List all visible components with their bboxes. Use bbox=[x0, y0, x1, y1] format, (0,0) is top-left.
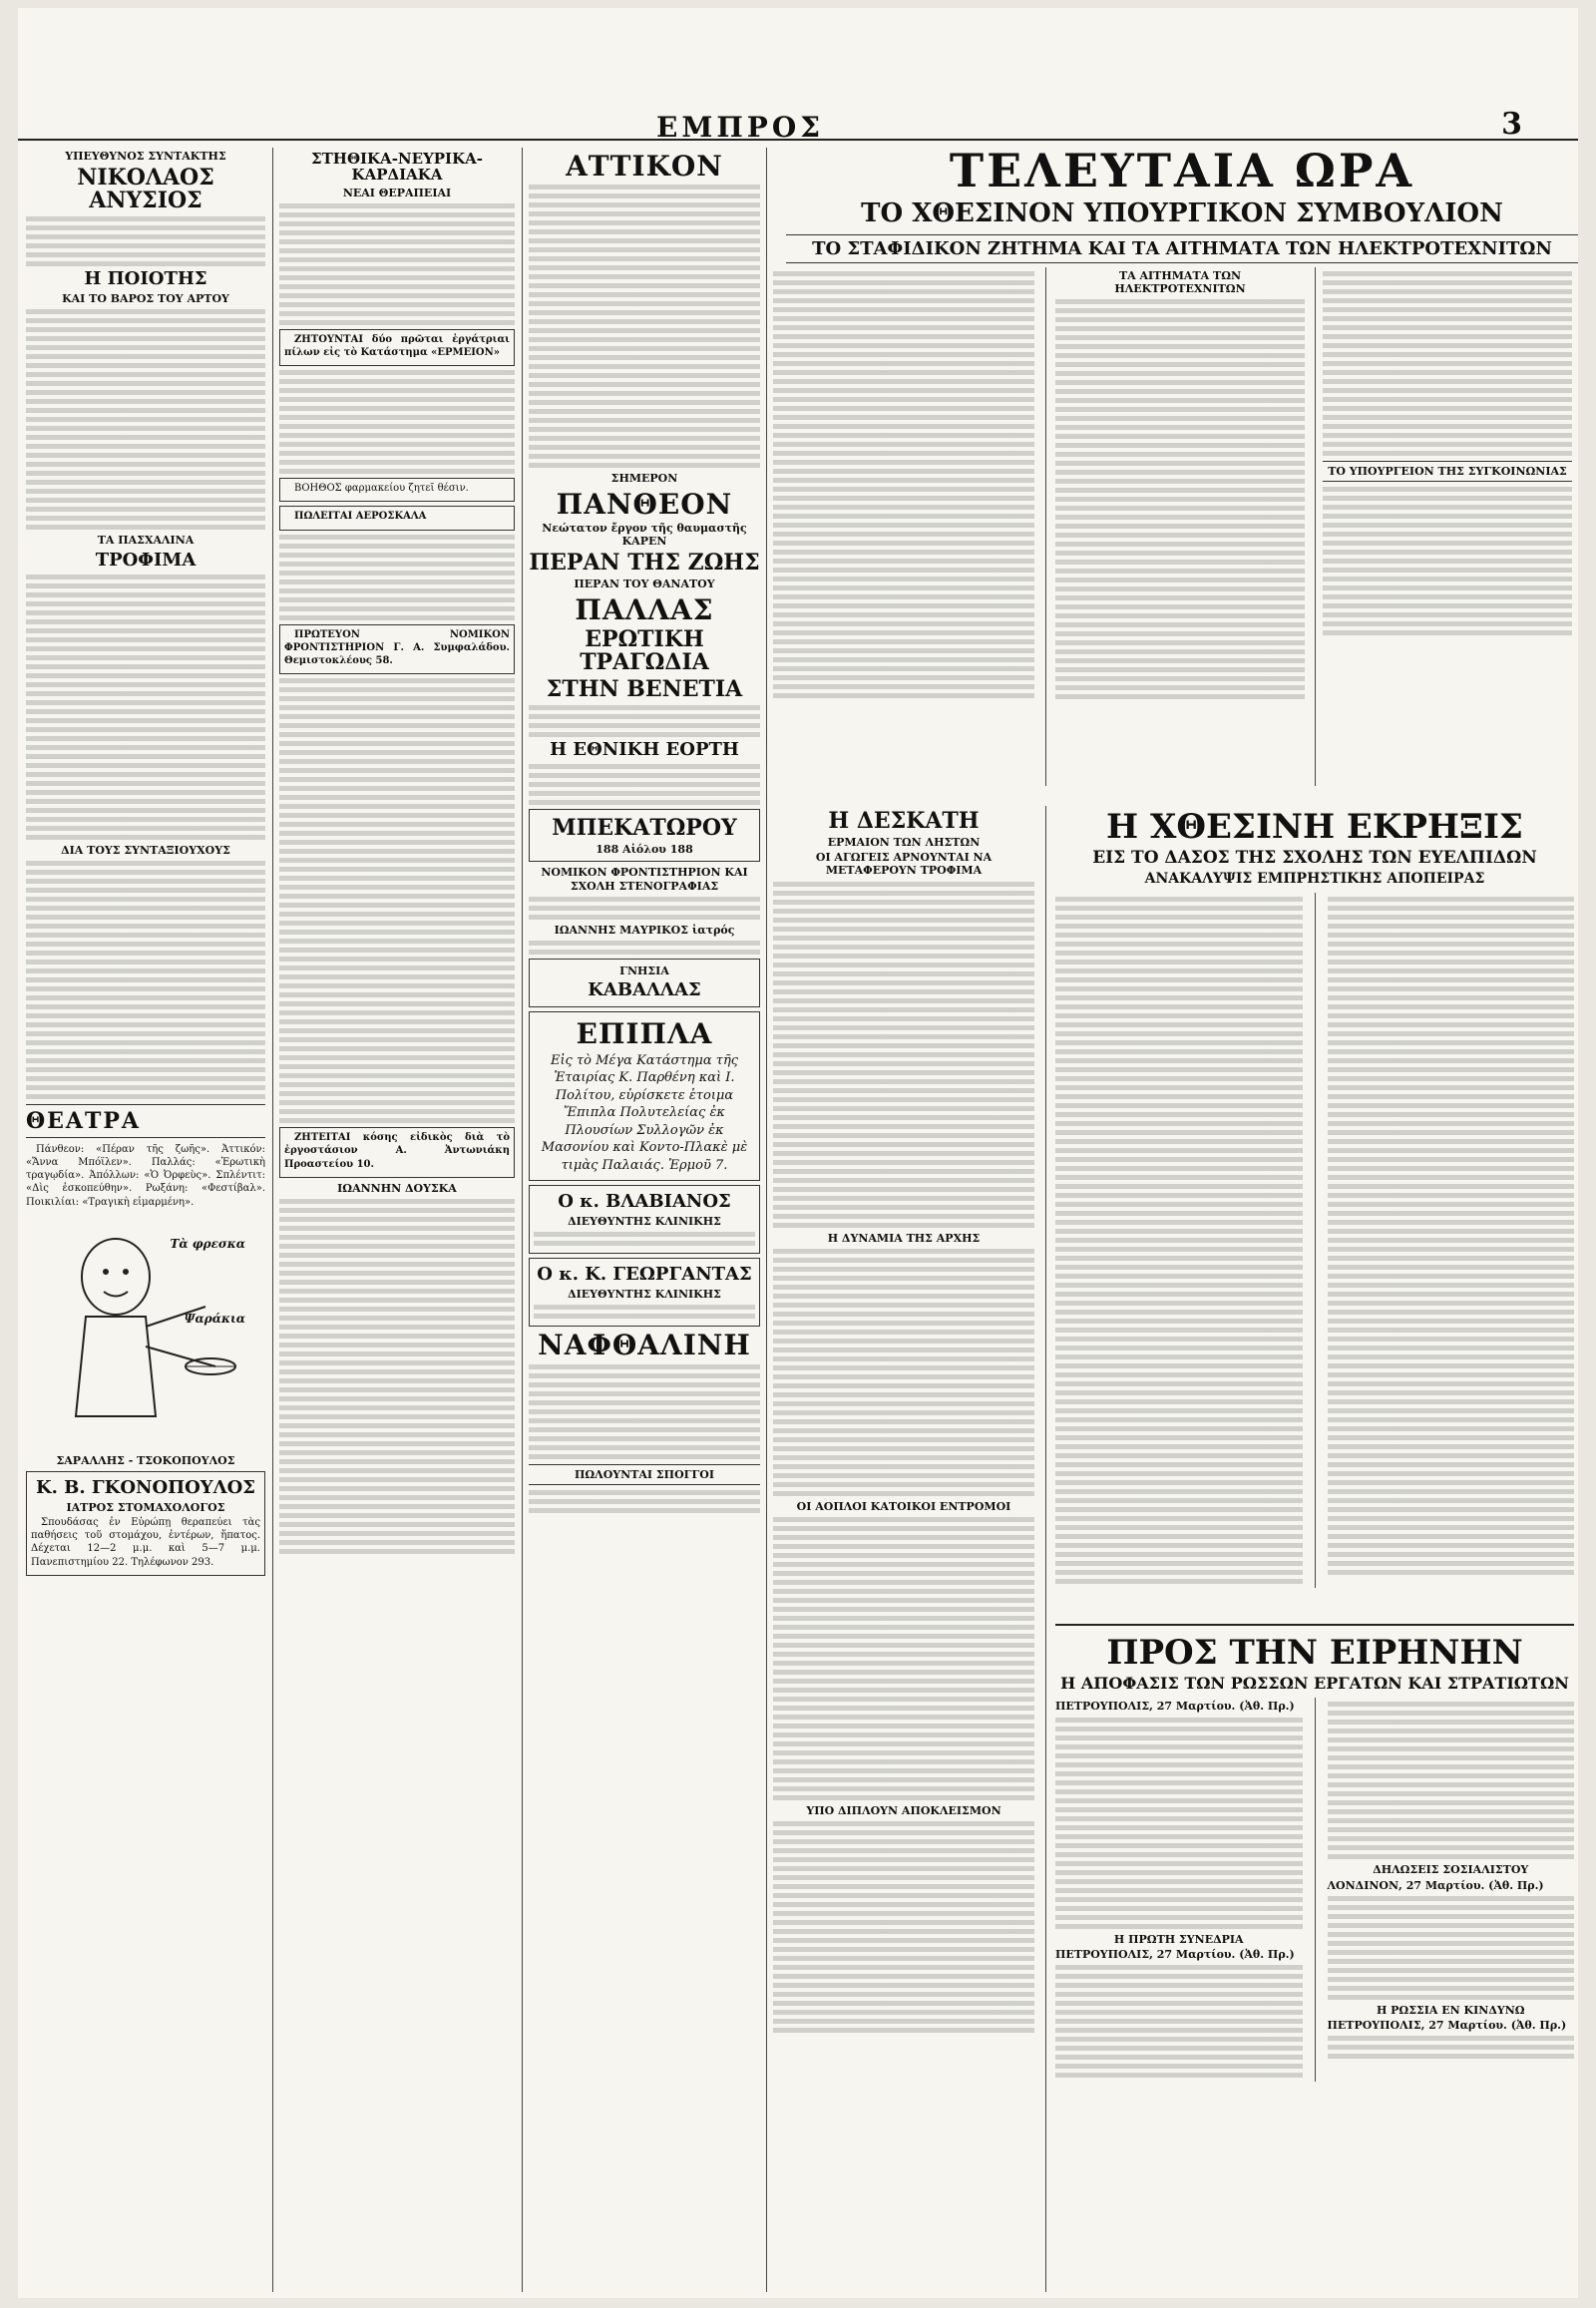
peace-article bbox=[1055, 1624, 1574, 2294]
classified-text: ΖΗΤΕΙΤΑΙ κόσης εἰδικὸς διὰ τὸ ἐργοστάσιον Α. Ἀντωνιάκη Προαστείου 10. bbox=[284, 1132, 510, 1170]
classified-ad bbox=[279, 329, 515, 366]
explosion-headline: Η ΧΘΕΣΙΝΗ ΕΚΡΗΞΙΣ bbox=[1106, 807, 1523, 847]
text-block bbox=[529, 764, 760, 805]
text-block bbox=[279, 203, 515, 325]
advert-text: Εἰς τὸ Μέγα Κατάστημα τῆς Ἑταιρίας Κ. Παρθένη καὶ Ι. Πολίτου, εὑρίσκετε ἑτοιμα Ἔπιπλα Πολυτελείας ἐκ Πλουσίων Συλλογῶν ἐκ Μασονίου καὶ Κοντο-Πλακὲ μὲ τιμὰς Παλαιάς. Ἑρμοῦ 7. bbox=[541, 1052, 748, 1173]
editor-name: ΝΙΚΟΛΑΟΣ ΑΝΥΣΙΟΣ bbox=[77, 165, 214, 214]
article-subheadline: ΚΑΙ ΤΟ ΒΑΡΟΣ ΤΟΥ ΑΡΤΟΥ bbox=[62, 292, 229, 306]
text-block bbox=[26, 861, 265, 1099]
doctor-title: ΔΙΕΥΘΥΝΤΗΣ ΚΛΙΝΙΚΗΣ bbox=[568, 1288, 721, 1302]
advert-headline: ΕΠΙΠΛΑ bbox=[576, 1017, 713, 1051]
advert-headline: ΠΩΛΟΥΝΤΑΙ ΣΠΟΓΓΟΙ bbox=[529, 1464, 760, 1485]
article-headline: Η ΔΕΣΚΑΤΗ bbox=[828, 808, 980, 834]
classified-ad bbox=[279, 478, 515, 502]
advert-subheadline: ΝΕΑΙ ΘΕΡΑΠΕΙΑΙ bbox=[342, 186, 452, 199]
advert-headline: ΓΝΗΣΙΑ bbox=[619, 964, 669, 978]
doctor-name: Ο κ. ΒΛΑΒΙΑΝΟΣ bbox=[558, 1191, 731, 1213]
classified-ad bbox=[529, 809, 760, 862]
column-divider bbox=[272, 148, 273, 2292]
article-headline: Η ΠΟΙΟΤΗΣ bbox=[84, 268, 207, 290]
main-headline: ΤΕΛΕΥΤΑΙΑ ΩΡΑ bbox=[949, 144, 1415, 197]
furniture-ad bbox=[529, 1011, 760, 1181]
cartoon-illustration bbox=[46, 1217, 245, 1446]
dateline: ΠΕΤΡΟΥΠΟΛΙΣ, 27 Μαρτίου. (Ἀθ. Πρ.) bbox=[1055, 1947, 1295, 1961]
masthead bbox=[18, 103, 1578, 143]
text-block bbox=[529, 1364, 760, 1459]
classified-ad bbox=[529, 959, 760, 1007]
dateline: ΠΕΤΡΟΥΠΟΛΙΣ, 27 Μαρτίου. (Ἀθ. Πρ.) bbox=[1055, 1700, 1295, 1714]
newspaper-page bbox=[18, 8, 1578, 2298]
classified-text: ΖΗΤΟΥΝΤΑΙ δύο πρῶται ἐργάτριαι πίλων εἰς τὸ Κατάστημα «ΕΡΜΕΙΟΝ» bbox=[284, 333, 510, 358]
column-4 bbox=[773, 267, 1034, 806]
dateline: ΠΕΤΡΟΥΠΟΛΙΣ, 27 Μαρτίου. (Ἀθ. Πρ.) bbox=[1327, 2019, 1567, 2033]
text-block bbox=[1055, 1718, 1303, 1929]
cinema-date: ΣΗΜΕΡΟΝ bbox=[610, 472, 678, 486]
column-4-lower bbox=[773, 806, 1034, 2292]
doctor-title: ΙΑΤΡΟΣ ΣΤΟΜΑΧΟΛΟΓΟΣ bbox=[66, 1500, 225, 1514]
column-divider bbox=[766, 148, 767, 2292]
dateline: ΛΟΝΔΙΝΟΝ, 27 Μαρτίου. (Ἀθ. Πρ.) bbox=[1327, 1878, 1544, 1892]
film-title: Η ΕΘΝΙΚΗ ΕΟΡΤΗ bbox=[550, 739, 739, 761]
text-block bbox=[773, 1249, 1034, 1496]
film-subtitle: ΠΕΡΑΝ ΤΟΥ ΘΑΝΑΤΟΥ bbox=[574, 577, 715, 591]
article-subheadline: Η ΠΡΩΤΗ ΣΥΝΕΔΡΙΑ bbox=[1113, 1932, 1244, 1946]
text-block bbox=[279, 535, 515, 620]
explosion-deck: ΑΝΑΚΑΛΥΨΙΣ ΕΜΠΡΗΣΤΙΚΗΣ ΑΠΟΠΕΙΡΑΣ bbox=[1144, 870, 1485, 887]
masthead-rule bbox=[18, 139, 1578, 141]
peace-subheadline: Η ΑΠΟΦΑΣΙΣ ΤΩΝ ΡΩΣΣΩΝ ΕΡΓΑΤΩΝ ΚΑΙ ΣΤΡΑΤΙΩΤΩΝ bbox=[1060, 1673, 1569, 1693]
text-block bbox=[26, 309, 265, 530]
classified-name: ΙΩΑΝΝΗΝ ΔΟΥΣΚΑ bbox=[337, 1181, 457, 1195]
doctor-advert bbox=[26, 1471, 265, 1576]
text-block bbox=[1323, 487, 1572, 635]
film-title: ΣΤΗΝ ΒΕΝΕΤΙΑ bbox=[546, 676, 743, 703]
text-block bbox=[529, 1490, 760, 1513]
theatre-listings: Πάνθεον: «Πέραν τῆς ζωῆς». Ἀττικόν: «Ἄννα Μπόϊλεν». Παλλάς: «Ἐρωτικὴ τραγῳδία». Ἀπόλλων: «Ὁ Ὀρφεὺς». Σπλέντιτ: «Δὶς ἐσκοπεύθην». Ρωξάνη: «Φεστίβαλ». Ποικιλίαι: «Τραγικὴ εἰμαρμένη». bbox=[26, 1143, 265, 1208]
peace-headline: ΠΡΟΣ ΤΗΝ ΕΙΡΗΝΗΝ bbox=[1106, 1633, 1523, 1673]
peace-right-column bbox=[1328, 1698, 1575, 2082]
text-block bbox=[1055, 1965, 1303, 2078]
text-block bbox=[1328, 1702, 1575, 1859]
text-block bbox=[1055, 299, 1305, 699]
advert-address: 188 Αἰόλου 188 bbox=[596, 843, 693, 857]
doctor-name: Ο κ. Κ. ΓΕΩΡΓΑΝΤΑΣ bbox=[537, 1264, 752, 1286]
column-2 bbox=[279, 148, 515, 2292]
doctor-title: ΔΙΕΥΘΥΝΤΗΣ ΚΛΙΝΙΚΗΣ bbox=[568, 1215, 721, 1229]
article-subheadline: ΥΠΟ ΔΙΠΛΟΥΝ ΑΠΟΚΛΕΙΣΜΟΝ bbox=[806, 1804, 1001, 1818]
advert-headline: ΜΠΕΚΑΤΩΡΟΥ bbox=[552, 815, 737, 842]
column-6 bbox=[1323, 267, 1572, 806]
text-block bbox=[773, 1821, 1034, 2033]
cinema-headline: ΑΤΤΙΚΟΝ bbox=[566, 150, 723, 183]
film-title: ΠΕΡΑΝ ΤΗΣ ΖΩΗΣ bbox=[529, 550, 760, 577]
advert-headline: ΝΟΜΙΚΟΝ ΦΡΟΝΤΙΣΤΗΡΙΟΝ ΚΑΙ ΣΧΟΛΗ ΣΤΕΝΟΓΡΑΦΙΑΣ bbox=[541, 866, 748, 893]
text-block bbox=[26, 575, 265, 840]
column-1 bbox=[26, 148, 265, 2292]
text-block bbox=[773, 271, 1034, 698]
article-subheadline: ΟΙ ΑΟΠΛΟΙ ΚΑΤΟΙΚΟΙ ΕΝΤΡΟΜΟΙ bbox=[796, 1499, 1011, 1513]
theatre-heading: ΘΕΑΤΡΑ bbox=[26, 1104, 265, 1138]
article-headline: ΔΙΑ ΤΟΥΣ ΣΥΝΤΑΞΙΟΥΧΟΥΣ bbox=[61, 843, 230, 857]
page-number: 3 bbox=[1501, 107, 1522, 142]
text-block bbox=[1328, 2036, 1575, 2059]
text-block bbox=[26, 216, 265, 266]
doctor-advert bbox=[529, 1185, 760, 1254]
doctor-advert bbox=[529, 1258, 760, 1327]
text-block bbox=[1323, 271, 1572, 456]
main-deck: ΤΟ ΣΤΑΦΙΔΙΚΟΝ ΖΗΤΗΜΑ ΚΑΙ ΤΑ ΑΙΤΗΜΑΤΑ ΤΩΝ ΗΛΕΚΤΡΟΤΕΧΝΙΤΩΝ bbox=[786, 234, 1578, 264]
text-block bbox=[279, 370, 515, 474]
main-subheadline: ΤΟ ΧΘΕΣΙΝΟΝ ΥΠΟΥΡΓΙΚΟΝ ΣΥΜΒΟΥΛΙΟΝ bbox=[861, 198, 1503, 228]
classified-ad bbox=[279, 1127, 515, 1178]
article-subheadline: ΕΡΜΑΙΟΝ ΤΩΝ ΛΗΣΤΩΝ bbox=[827, 836, 981, 850]
paper-name: ΕΜΠΡΟΣ bbox=[656, 111, 825, 144]
cinema-headline: ΠΑΛΛΑΣ bbox=[575, 592, 714, 626]
editor-label: ΥΠΕΥΘΥΝΟΣ ΣΥΝΤΑΚΤΗΣ bbox=[65, 150, 226, 163]
article-subheadline: ΔΗΛΩΣΕΙΣ ΣΟΣΙΑΛΙΣΤΟΥ bbox=[1373, 1863, 1529, 1877]
text-block bbox=[279, 678, 515, 1123]
cartoon-artist: ΣΑΡΑΛΛΗΣ - ΤΣΟΚΟΠΟΥΛΟΣ bbox=[56, 1453, 235, 1467]
doctor-text: Σπουδάσας ἐν Εὐρώπῃ θεραπεύει τὰς παθήσεις τοῦ στομάχου, ἐντέρων, ἥπατος. Δέχεται 12—2 μ.μ. καὶ 5—7 μ.μ. Πανεπιστημίου 22. Τηλέφωνον 293. bbox=[31, 1517, 260, 1568]
advert-headline: ΙΩΑΝΝΗΣ ΜΑΥΡΙΚΟΣ ἰατρός bbox=[554, 923, 735, 937]
text-block bbox=[529, 185, 760, 468]
text-block bbox=[529, 941, 760, 955]
article-headline: ΤΡΟΦΙΜΑ bbox=[95, 549, 197, 571]
column-divider bbox=[1315, 267, 1316, 786]
text-block bbox=[773, 1517, 1034, 1800]
doctor-name: Κ. Β. ΓΚΟΝΟΠΟΥΛΟΣ bbox=[35, 1476, 256, 1498]
article-subheadline: Η ΡΩΣΣΙΑ ΕΝ ΚΙΝΔΥΝΩ bbox=[1376, 2003, 1525, 2017]
text-block bbox=[1328, 893, 1575, 1588]
text-block bbox=[529, 705, 760, 737]
film-title: ΕΡΩΤΙΚΗ ΤΡΑΓΩΔΙΑ bbox=[580, 626, 709, 676]
classified-text: ΠΩΛΕΙΤΑΙ ΑΕΡΟΣΚΑΛΑ bbox=[294, 511, 427, 523]
column-3 bbox=[529, 148, 760, 2292]
explosion-subheadline: ΕΙΣ ΤΟ ΔΑΣΟΣ ΤΗΣ ΣΧΟΛΗΣ ΤΩΝ ΕΥΕΛΠΙΔΩΝ bbox=[1092, 847, 1537, 868]
cartoon-caption: Ψαράκια bbox=[184, 1311, 245, 1326]
classified-ad bbox=[279, 506, 515, 530]
text-block bbox=[1328, 1896, 1575, 2000]
classified-text: ΒΟΗΘΟΣ φαρμακείου ζητεῖ θέσιν. bbox=[294, 483, 469, 495]
column-5 bbox=[1055, 267, 1305, 806]
column-divider bbox=[1045, 806, 1046, 2292]
advert-headline: ΝΑΦΘΑΛΙΝΗ bbox=[538, 1329, 751, 1362]
article-subheadline: ΟΙ ΑΓΩΓΕΙΣ ΑΡΝΟΥΝΤΑΙ ΝΑ ΜΕΤΑΦΕΡΟΥΝ ΤΡΟΦΙΜΑ bbox=[815, 851, 993, 878]
advert-headline: ΚΑΒΑΛΛΑΣ bbox=[588, 979, 701, 1001]
article-headline: ΤΑ ΑΙΤΗΜΑΤΑ ΤΩΝ ΗΛΕΚΤΡΟΤΕΧΝΙΤΩΝ bbox=[1114, 269, 1246, 296]
text-block bbox=[279, 1199, 515, 1554]
text-block bbox=[1055, 893, 1303, 1588]
classified-ad bbox=[279, 624, 515, 675]
cartoon-caption: Τὰ φρεσκα bbox=[170, 1236, 245, 1251]
top-headline-block bbox=[786, 144, 1578, 263]
cinema-headline: ΠΑΝΘΕΟΝ bbox=[556, 487, 733, 521]
text-block bbox=[529, 897, 760, 920]
classified-text: ΠΡΩΤΕΥΟΝ ΝΟΜΙΚΟΝ ΦΡΟΝΤΙΣΤΗΡΙΟΝ Γ. Α. Συμφαλάδου. Θεμιστοκλέους 58. bbox=[284, 628, 510, 666]
explosion-article bbox=[1055, 806, 1574, 1624]
column-divider bbox=[522, 148, 523, 2292]
peace-left-column bbox=[1055, 1698, 1303, 2082]
advert-headline: ΣΤΗΘΙΚΑ-ΝΕΥΡΙΚΑ-ΚΑΡΔΙΑΚΑ bbox=[311, 150, 483, 184]
column-divider bbox=[1045, 267, 1046, 786]
article-subheadline: Η ΔΥΝΑΜΙΑ ΤΗΣ ΑΡΧΗΣ bbox=[827, 1231, 981, 1245]
article-headline: ΤΟ ΥΠΟΥΡΓΕΙΟΝ ΤΗΣ ΣΥΓΚΟΙΝΩΝΙΑΣ bbox=[1323, 461, 1572, 482]
text-block bbox=[773, 882, 1034, 1228]
article-headline: ΤΑ ΠΑΣΧΑΛΙΝΑ bbox=[97, 534, 195, 548]
cinema-subline: Νεώτατον ἔργον τῆς θαυμαστῆς ΚΑΡΕΝ bbox=[542, 521, 747, 549]
